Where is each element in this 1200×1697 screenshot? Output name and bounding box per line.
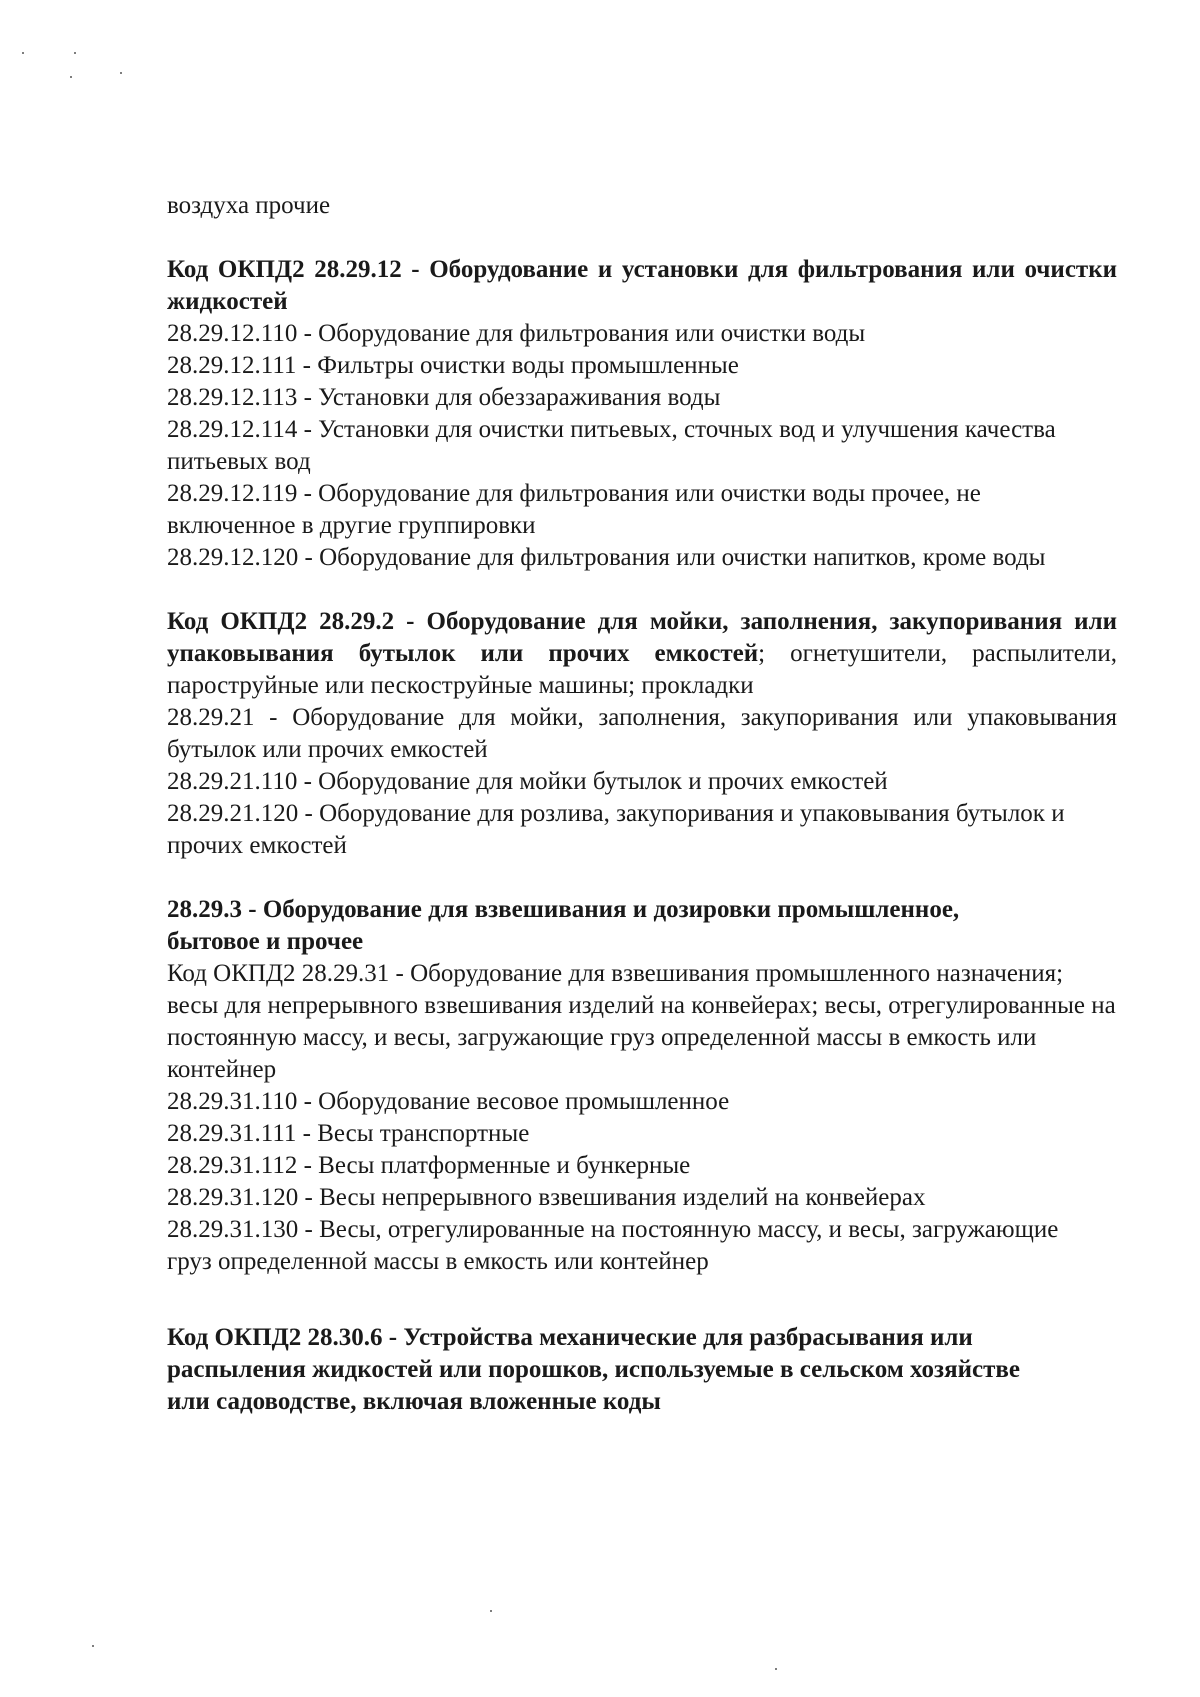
- list-item: 28.29.31.111 - Весы транспортные: [167, 1120, 530, 1147]
- section-28-29-3: [167, 894, 1117, 1278]
- list-item: 28.29.12.111 - Фильтры очистки воды промышленные: [167, 352, 739, 379]
- list-item: 28.29.31.112 - Весы платформенные и бункерные: [167, 1152, 691, 1179]
- section-28-29-2: [167, 606, 1117, 862]
- section-heading: 28.29.3 - Оборудование для взвешивания и дозировки промышленное, бытовое и прочее: [167, 896, 960, 955]
- section-heading-rest: ; огнетушители, распылители, пароструйные или пескоструйные машины; прокладки: [167, 640, 1117, 699]
- list-item: 28.29.12.113 - Установки для обеззараживания воды: [167, 384, 721, 411]
- section-28-30-6: [167, 1322, 1117, 1418]
- list-item: Код ОКПД2 28.29.31 - Оборудование для взвешивания промышленного назначения; весы для непрерывного взвешивания изделий на конвейерах; весы, отрегулированные на постоянную массу, и весы, загружающие груз определенной массы в емкость или контейнер: [167, 960, 1116, 1083]
- list-item: 28.29.12.110 - Оборудование для фильтрования или очистки воды: [167, 320, 866, 347]
- document-page: [167, 190, 1117, 1418]
- list-item: 28.29.12.114 - Установки для очистки питьевых, сточных вод и улучшения качества питьевых вод: [167, 416, 1056, 475]
- intro-line: воздуха прочие: [167, 192, 331, 219]
- list-item: 28.29.12.120 - Оборудование для фильтрования или очистки напитков, кроме воды: [167, 544, 1046, 571]
- list-item: 28.29.21.120 - Оборудование для розлива, закупоривания и упаковывания бутылок и прочих емкостей: [167, 800, 1065, 859]
- list-item: 28.29.12.119 - Оборудование для фильтрования или очистки воды прочее, не включенное в другие группировки: [167, 480, 981, 539]
- list-item: 28.29.21.110 - Оборудование для мойки бутылок и прочих емкостей: [167, 768, 888, 795]
- section-heading: Код ОКПД2 28.30.6 - Устройства механические для разбрасывания или распыления жидкостей или порошков, используемые в сельском хозяйстве или садоводстве, включая вложенные коды: [167, 1324, 1020, 1415]
- section-heading: [167, 606, 1117, 702]
- scan-speck: [70, 76, 72, 78]
- scan-speck: [92, 1645, 94, 1647]
- scan-speck: [490, 1610, 492, 1612]
- list-item: 28.29.31.120 - Весы непрерывного взвешивания изделий на конвейерах: [167, 1184, 926, 1211]
- list-item: 28.29.31.130 - Весы, отрегулированные на постоянную массу, и весы, загружающие груз определенной массы в емкость или контейнер: [167, 1216, 1059, 1275]
- section-heading: Код ОКПД2 28.29.12 - Оборудование и установки для фильтрования или очистки жидкостей: [167, 256, 1117, 315]
- scan-speck: [22, 52, 24, 54]
- scan-speck: [775, 1668, 777, 1670]
- scan-speck: [120, 72, 122, 74]
- list-item: 28.29.31.110 - Оборудование весовое промышленное: [167, 1088, 730, 1115]
- list-item: 28.29.21 - Оборудование для мойки, заполнения, закупоривания или упаковывания бутылок или прочих емкостей: [167, 704, 1117, 763]
- section-28-29-12: [167, 254, 1117, 574]
- section-heading-bold: Код ОКПД2 28.29.2 - Оборудование для мойки, заполнения, закупоривания или упаковывания бутылок или прочих емкостей: [167, 608, 1117, 667]
- scan-speck: [74, 52, 76, 54]
